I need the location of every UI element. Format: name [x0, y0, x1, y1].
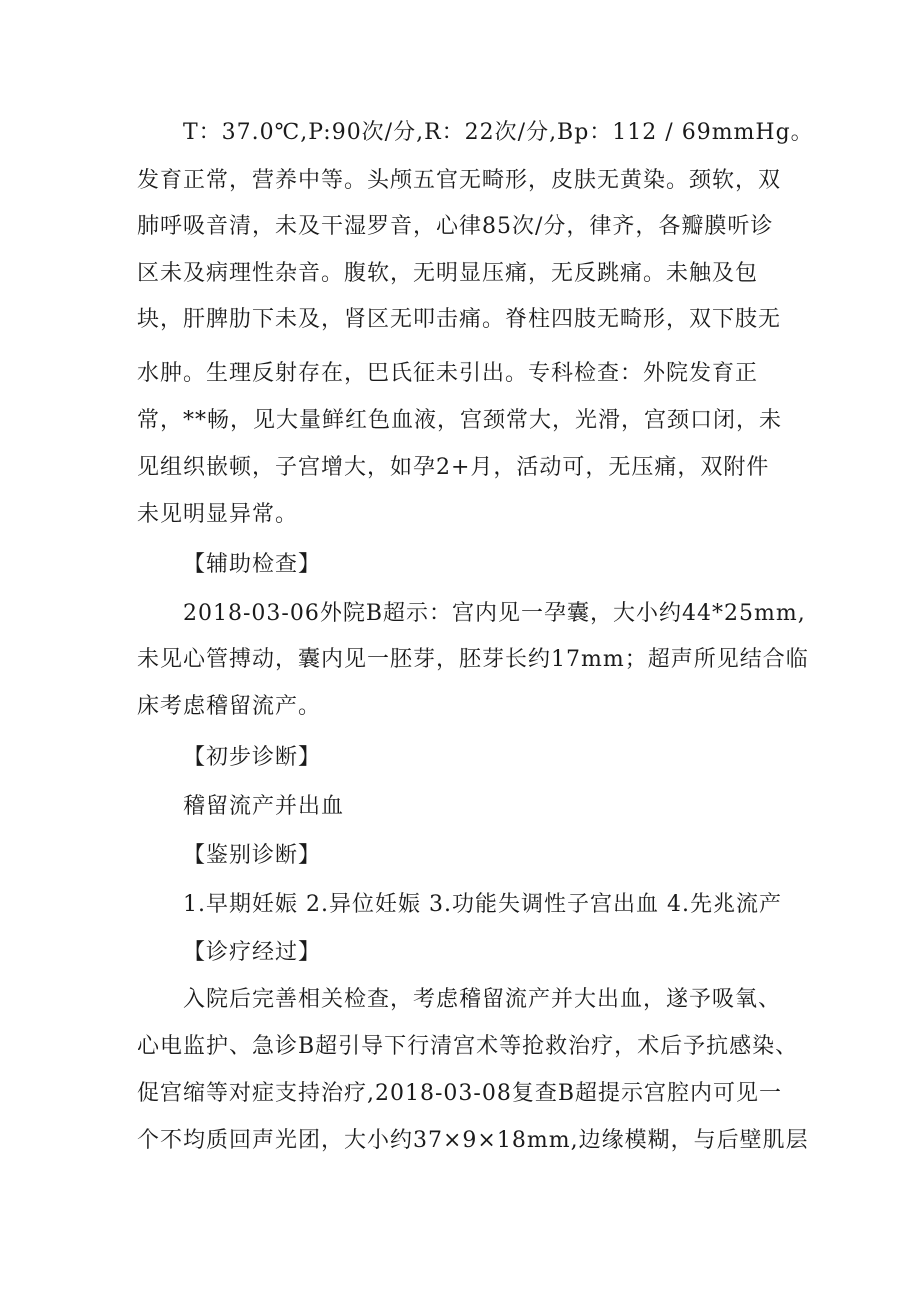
- exam-line: 见组织嵌顿，子宫增大，如孕2+月，活动可，无压痛，双附件: [137, 455, 770, 480]
- aux-exam-line: 床考虑稽留流产。: [137, 694, 322, 719]
- treatment-course-line: 促宫缩等对症支持治疗,2018-03-08复查B超提示宫腔内可见一: [137, 1081, 783, 1106]
- treatment-course-line: 个不均质回声光团，大小约37×9×18mm,边缘模糊，与后壁肌层: [137, 1128, 809, 1153]
- exam-line: 肺呼吸音清，未及干湿罗音，心律85次/分，律齐，各瓣膜听诊: [137, 214, 774, 239]
- treatment-course-line: 入院后完善相关检查，考虑稽留流产并大出血，遂予吸氧、: [183, 987, 782, 1012]
- aux-exam-heading: 【辅助检查】: [183, 552, 322, 577]
- exam-line: 常，**畅，见大量鲜红色血液，宫颈常大，光滑，宫颈口闭，未: [137, 408, 783, 433]
- exam-line: 发育正常，营养中等。头颅五官无畸形，皮肤无黄染。颈软，双: [137, 168, 782, 193]
- exam-line: 未见明显异常。: [137, 502, 299, 527]
- diff-diagnosis-text: 1.早期妊娠 2.异位妊娠 3.功能失调性子宫出血 4.先兆流产: [183, 892, 782, 917]
- diff-diagnosis-heading: 【鉴别诊断】: [183, 843, 322, 868]
- vitals-line: T：37.0℃,P:90次/分,R：22次/分,Bp：112 / 69mmHg。: [183, 120, 814, 145]
- treatment-course-heading: 【诊疗经过】: [183, 940, 322, 965]
- prelim-diagnosis-heading: 【初步诊断】: [183, 745, 322, 770]
- prelim-diagnosis-text: 稽留流产并出血: [183, 794, 345, 819]
- exam-line: 块，肝脾肋下未及，肾区无叩击痛。脊柱四肢无畸形，双下肢无: [137, 307, 782, 332]
- aux-exam-line: 2018-03-06外院B超示：宫内见一孕囊，大小约44*25mm,: [183, 601, 806, 626]
- exam-line: 水肿。生理反射存在，巴氏征未引出。专科检查：外院发育正: [137, 361, 759, 386]
- exam-line: 区未及病理性杂音。腹软，无明显压痛，无反跳痛。未触及包: [137, 261, 759, 286]
- aux-exam-line: 未见心管搏动，囊内见一胚芽，胚芽长约17mm；超声所见结合临: [137, 647, 809, 672]
- treatment-course-line: 心电监护、急诊B超引导下行清宫术等抢救治疗，术后予抗感染、: [137, 1034, 799, 1059]
